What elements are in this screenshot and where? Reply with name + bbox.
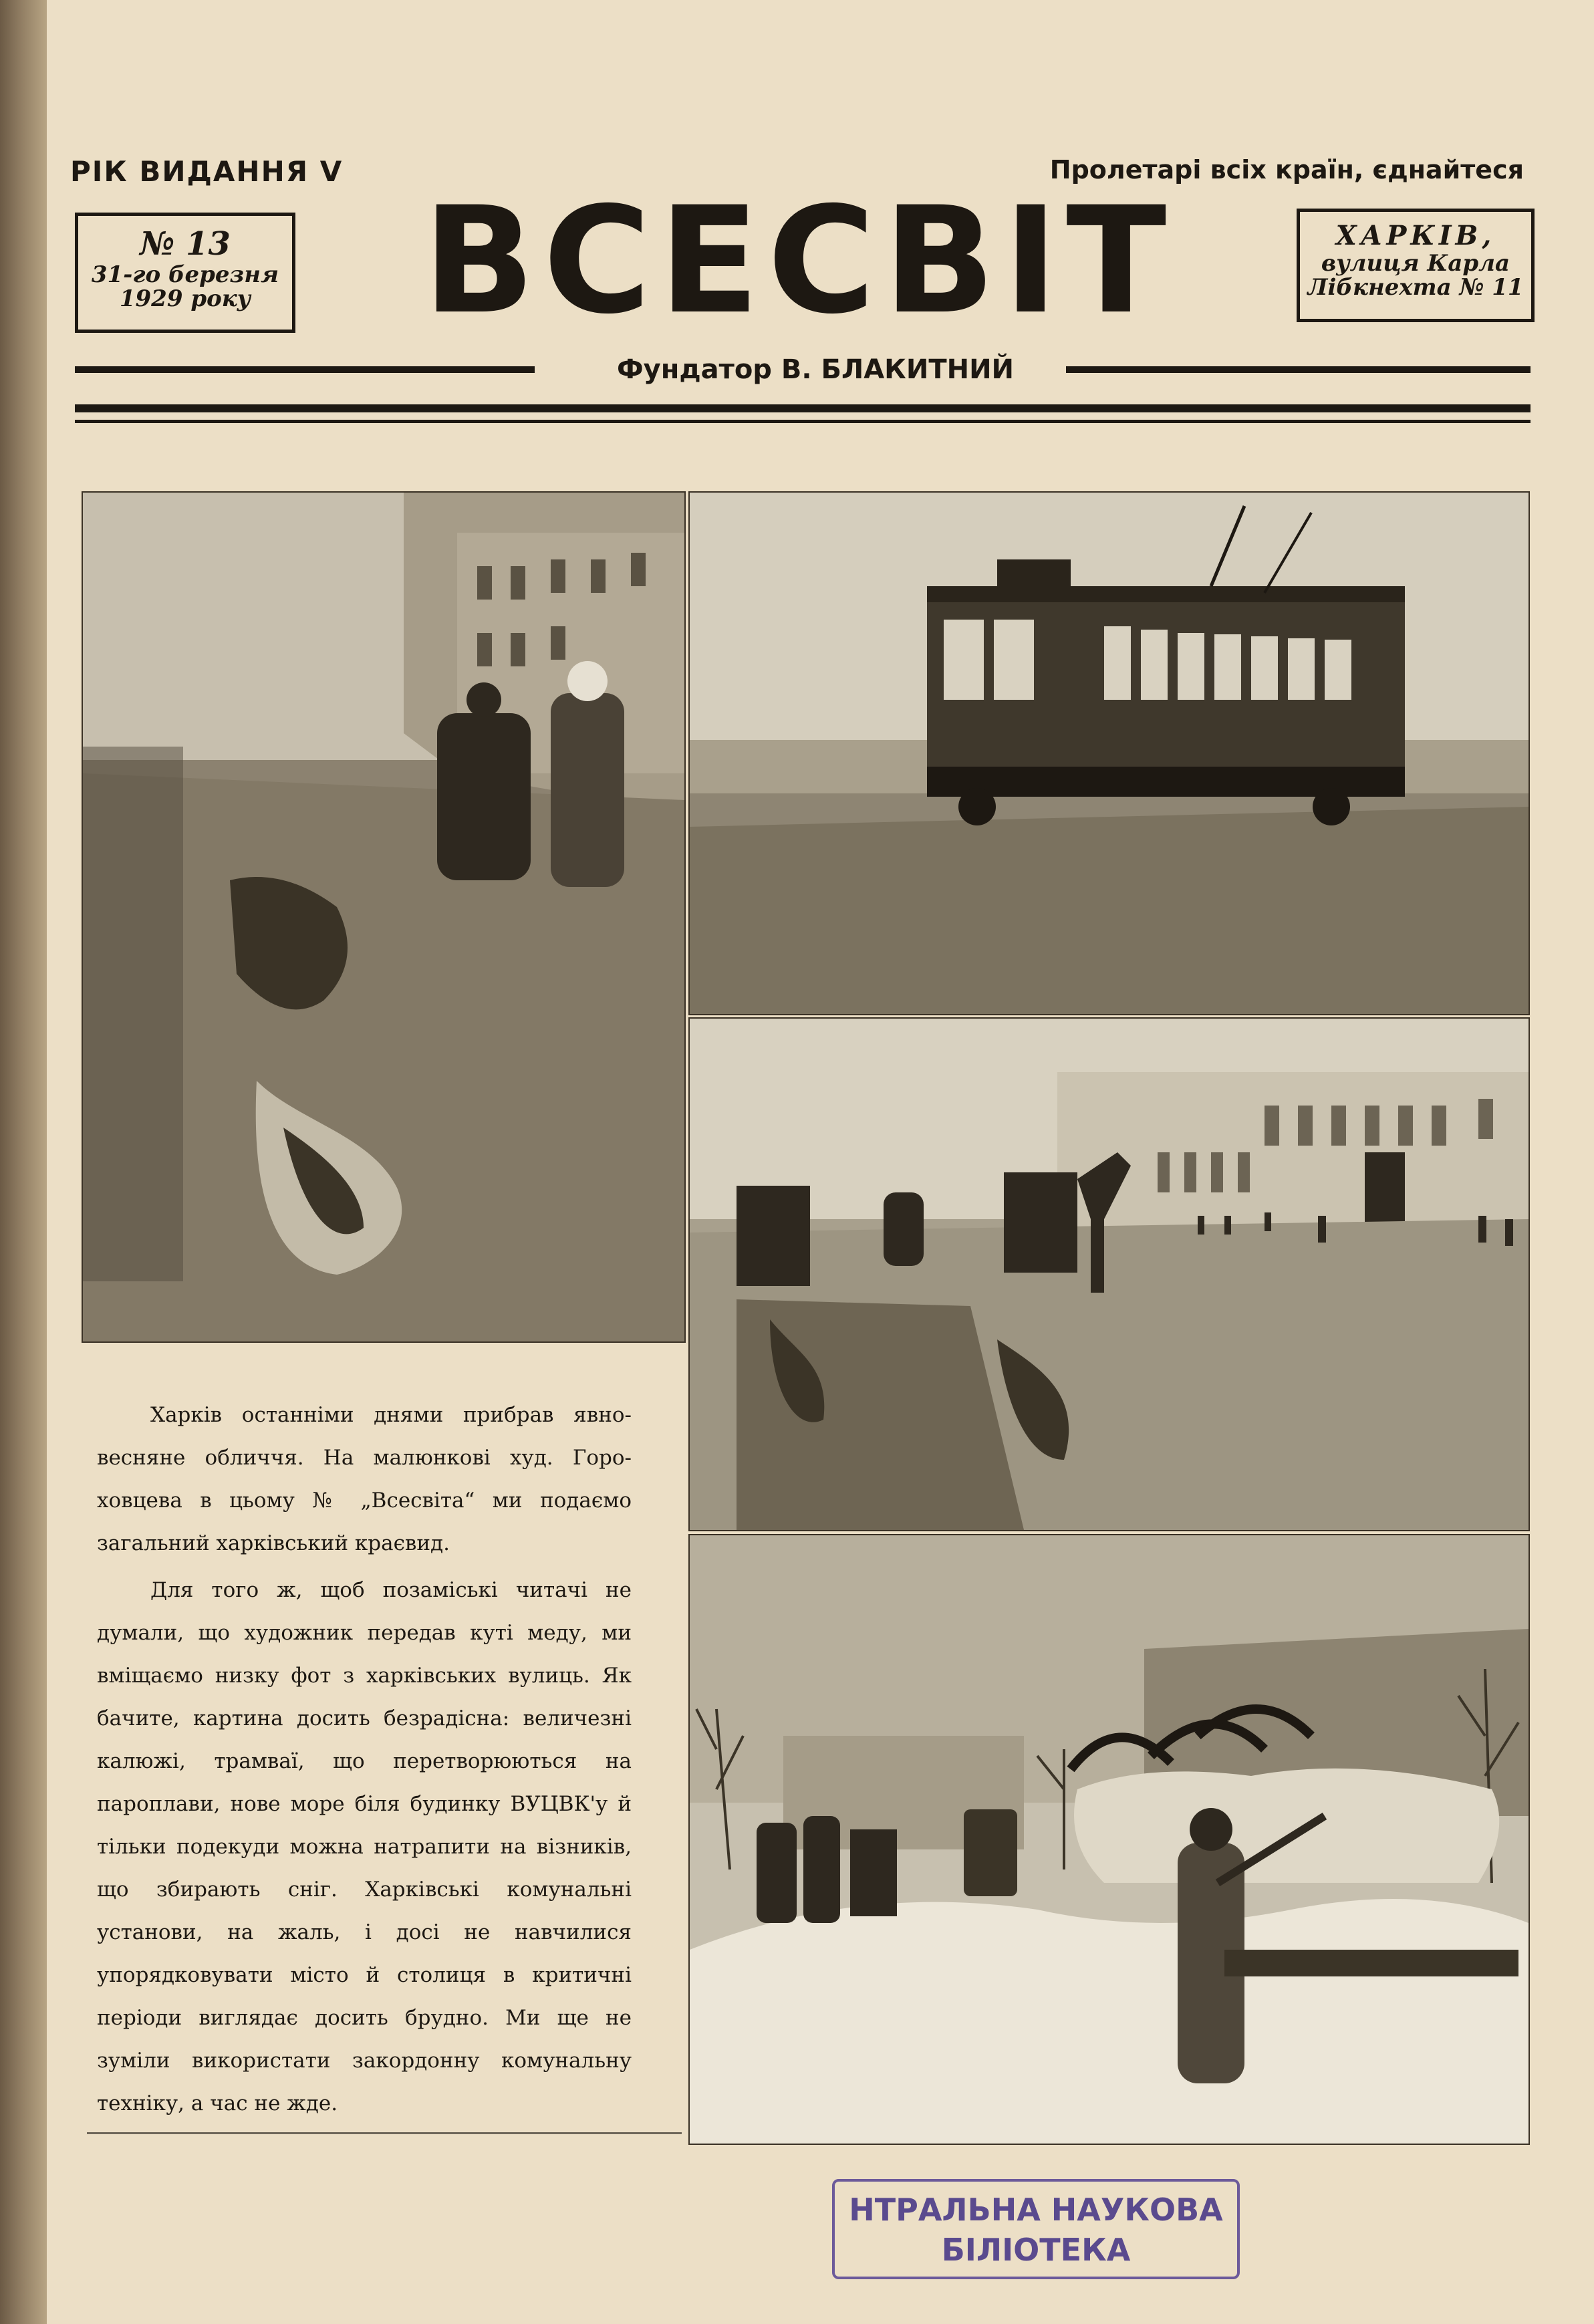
header-rule-left (75, 366, 535, 373)
article-text (97, 1394, 632, 2125)
address-city: ХАРКІВ, (1335, 220, 1496, 251)
issue-date-line2: 1929 року (119, 285, 251, 312)
stamp-line1: НТРАЛЬНА НАУКОВА (849, 2192, 1223, 2228)
photo-street-puddle (82, 491, 686, 1343)
address-line1: вулиця Карла (1321, 250, 1510, 277)
issue-date-line1: 31-го березня (91, 261, 279, 288)
address-line2: Лібкнехта № 11 (1307, 274, 1524, 301)
header-double-rule-bottom (75, 420, 1531, 423)
founder-line: Фундатор В. БЛАКИТНИЙ (616, 354, 1015, 385)
header-rule-right (1066, 366, 1531, 373)
header-double-rule-top (75, 404, 1531, 412)
issue-number: № 13 (140, 225, 231, 263)
slogan: Пролетарі всіх країн, єднайтеся (1049, 155, 1524, 184)
article-paragraph-1: Харків останніми днями прибрав явно-весняне обличчя. На малюнкові худ. Горо-ховцева в цьому № „Всесвіта“ ми подаємо загальний харківський краєвид. (97, 1403, 632, 1555)
publication-year: РІК ВИДАННЯ V (70, 155, 344, 188)
issue-box (75, 213, 295, 333)
bottom-rule (87, 2132, 682, 2134)
library-stamp (832, 2179, 1240, 2279)
photo-tram (688, 491, 1530, 1015)
photo-snow-clearing (688, 1534, 1530, 2145)
photo-square-carts (688, 1017, 1530, 1531)
address-box (1297, 209, 1535, 322)
article-paragraph-2: Для того ж, щоб позаміські читачі не думали, що художник передав куті меду, ми вміщаємо низку фот з харківських вулиць. Як бачите, картина досить безрадісна: величезні калюжі, трамваї, що перетворюються на пароплави, нове море біля будинку ВУЦВК'у й тільки подекуди можна натрапити на візників, що збирають сніг. Харківські комунальні установи, на жаль, і досі не навчилися упорядковувати місто й столиця в критичні періоди виглядає досить брудно. Ми ще не зуміли використати закордонну комунальну техніку, а час не жде. (97, 1578, 632, 2115)
stamp-line2: БІЛІОТЕКА (941, 2232, 1131, 2268)
masthead-title: ВСЕСВІТ (422, 175, 1175, 346)
binding-spine (0, 0, 47, 2324)
